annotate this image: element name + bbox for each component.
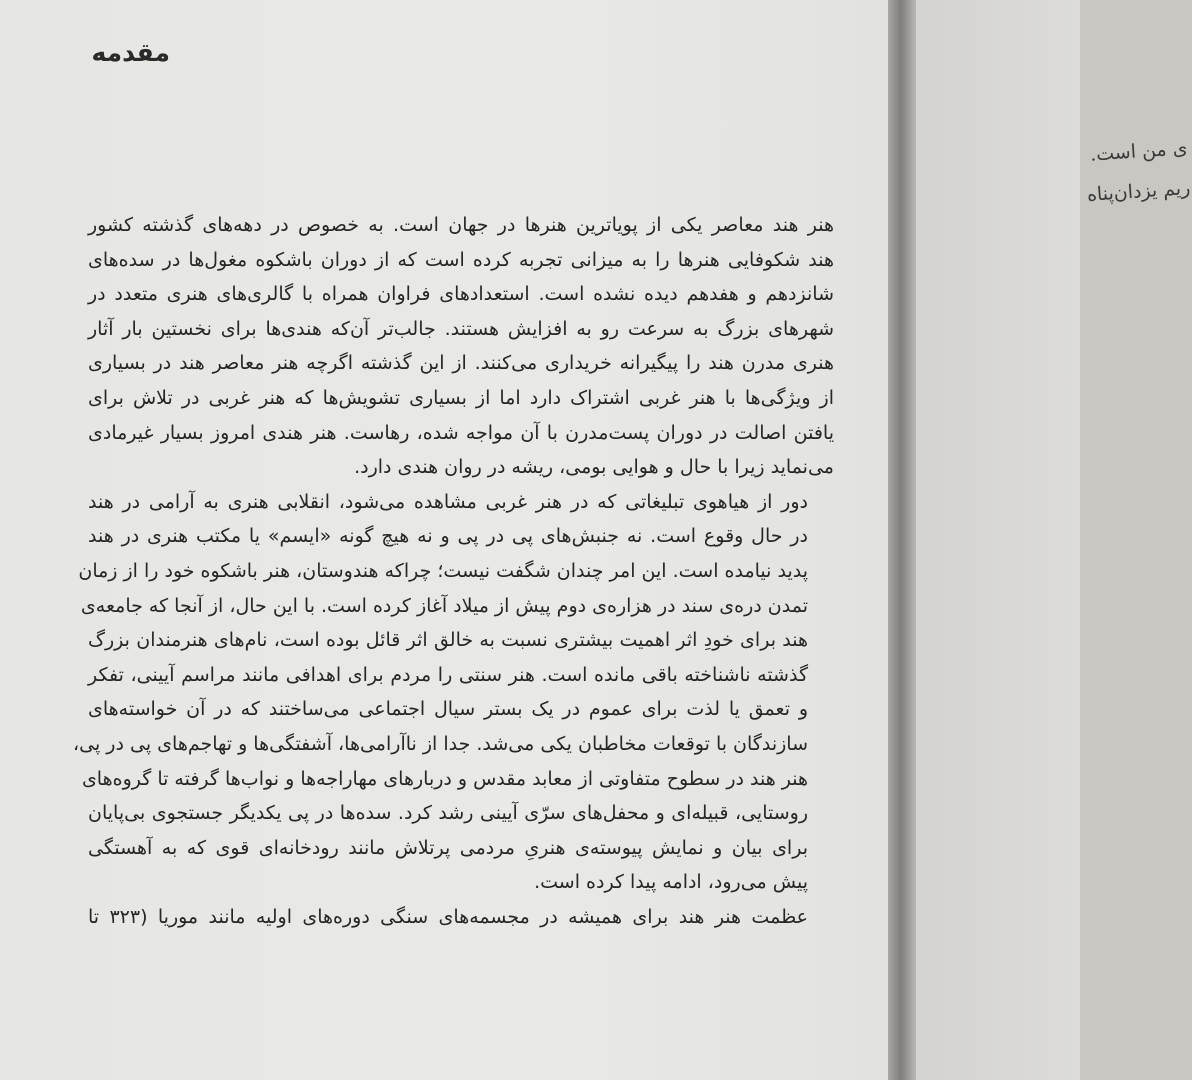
facing-page-line: ی من است. — [1089, 136, 1189, 166]
text-line: و تعمق یا لذت برای عموم در یک بستر سیال اجتماعی می‌ساختند که در آن خواسته‌های — [88, 698, 808, 721]
text-line: هنری مدرن هند را پیگیرانه خریداری می‌کنند. از این گذشته اگرچه هنر معاصر هند در بسیاری — [88, 352, 834, 375]
text-line: هنر هند در سطوح متفاوتی از معابد مقدس و دربارهای مهاراجه‌ها و نواب‌ها گرفته تا گروه‌های — [81, 767, 808, 790]
text-line: عظمت هنر هند برای همیشه در مجسمه‌های سنگی دوره‌های اولیه مانند موریا (۳۲۳ تا — [88, 905, 808, 928]
text-line: شهرهای بزرگ به سرعت رو به افزایش هستند. جالب‌تر آن‌که هندی‌ها برای نخستین بار آثار — [88, 317, 834, 340]
text-line: یافتن اصالت در دوران پست‌مدرن با آن مواجه شده، رهاست. هنر هندی امروز بسیار غیرمادی — [88, 421, 834, 444]
text-line: شانزدهم و هفدهم دیده نشده است. استعدادهای فراوان همراه با گالری‌های هنری متعدد در — [88, 283, 834, 306]
facing-page-text — [986, 128, 1191, 222]
text-line: گذشته ناشناخته باقی مانده است. هنر سنتی را مردم برای اهدافی مانند مراسم آیینی، تفکر — [88, 663, 808, 686]
paragraph — [88, 208, 834, 485]
paragraph — [88, 900, 834, 935]
text-line: در حال وقوع است. نه جنبش‌های پی در پی و نه هیچ گونه «ایسم» یا مکتب هنری در هند — [88, 525, 808, 548]
text-line: هند شکوفایی هنرها را به میزانی تجربه کرده است که از دوران باشکوه مغول‌ها در سده‌های — [88, 248, 834, 271]
paragraph — [73, 485, 834, 900]
text-line: از ویژگی‌ها با هنر غربی اشتراک دارد اما از بسیاری تشویش‌ها که هنر غربی در تلاش برای — [88, 386, 834, 409]
page-title: مقدمه — [91, 38, 170, 67]
text-line: پدید نیامده است. این امر چندان شگفت نیست؛ چراکه هندوستان، هنر باشکوه خود را از زمان — [78, 559, 808, 582]
text-line: سازندگان با توقعات مخاطبان یکی می‌شد. جدا از ناآرامی‌ها، آشفتگی‌ها و تهاجم‌های پی در پی، — [73, 732, 808, 755]
text-line: می‌نماید زیرا با حال و هوایی بومی، ریشه در روان هندی دارد. — [354, 456, 834, 479]
text-line: هند برای خودِ اثر اهمیت بیشتری نسبت به خالق اثر قائل بوده است، نام‌های هنرمندان بزرگ — [88, 629, 808, 652]
book-gutter — [888, 0, 916, 1080]
text-line: دور از هیاهوی تبلیغاتی که در هنر غربی مشاهده می‌شود، انقلابی هنری به آرامی در هند — [88, 490, 808, 513]
facing-page — [916, 0, 1191, 1080]
text-line: روستایی، قبیله‌ای و محفل‌های سرّی آیینی رشد کرد. سده‌ها در پی یکدیگر جستجوی بی‌پایان — [88, 802, 808, 825]
text-line: پیش می‌رود، ادامه پیدا کرده است. — [534, 871, 808, 894]
text-line: تمدن دره‌ی سند در هزاره‌ی دوم پیش از میلاد آغاز کرده است. با این حال، از آنجا که جامعه‌ی — [80, 594, 808, 617]
body-text — [73, 208, 834, 934]
text-line: برای بیان و نمایش پیوسته‌ی هنریِ مردمی پرتلاش مانند رودخانه‌ای قوی که به آهستگی — [88, 836, 808, 859]
facing-page-line: ریم یزدان‌پناه — [1086, 176, 1191, 207]
text-line: هنر هند معاصر یکی از پویاترین هنرها در جهان است. به خصوص در دهه‌های گذشته کشور — [88, 214, 834, 236]
